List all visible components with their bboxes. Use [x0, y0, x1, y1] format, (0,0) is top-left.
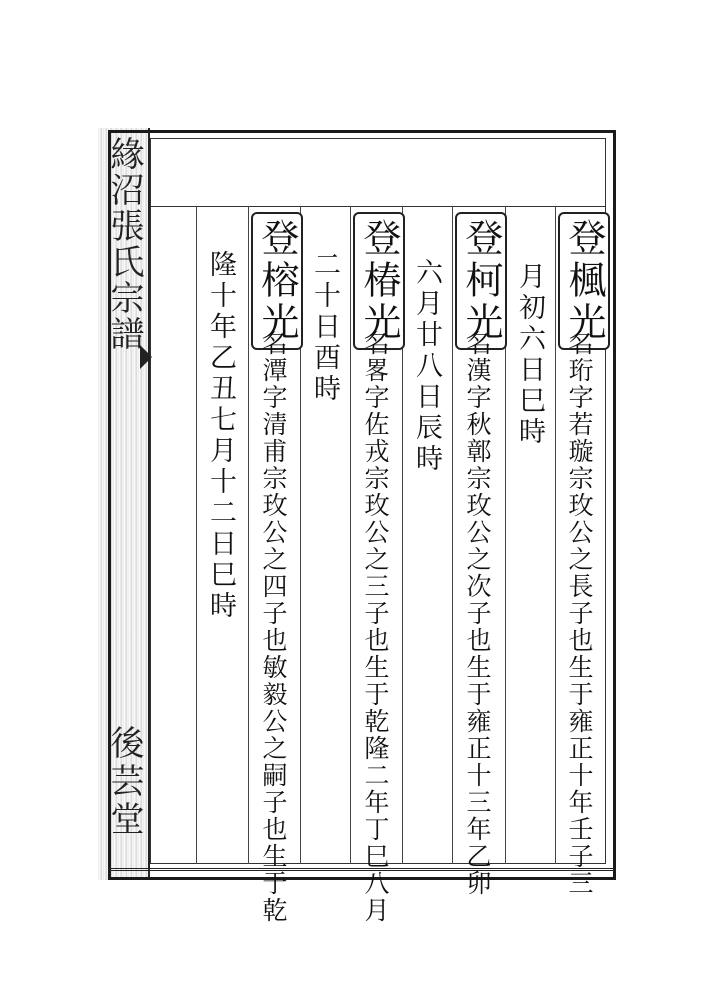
entry-name-box: 登椿光 [353, 212, 405, 350]
spine-title: 緣沼張氏宗譜 [104, 136, 144, 352]
entry-text-line: 月初六日巳時 [514, 262, 545, 448]
column-divider [555, 206, 556, 864]
entry-name-box: 登榕光 [251, 212, 303, 350]
column-divider [350, 206, 351, 864]
entry-text-line: 名漢字秋鄣宗玫公之次子也生于雍正十三年乙卯 [463, 330, 492, 897]
spine-hall-name: 後芸堂 [104, 725, 144, 839]
entry-text-line: 名潭字清甫宗玫公之四子也敏毅公之嗣子也生于乾 [259, 330, 288, 924]
entry-name-box: 登柯光 [455, 212, 507, 350]
entry-name-box: 登楓光 [558, 212, 610, 350]
entry-text-line: 名畧字佐戎宗玫公之三子也生于乾隆二年丁巳八月 [361, 330, 390, 924]
column-divider [196, 206, 197, 864]
column-divider [452, 206, 453, 864]
entry-text-line: 六月廿八日辰時 [411, 258, 442, 475]
column-divider [248, 206, 249, 864]
header-rule [150, 206, 606, 207]
entry-text-line: 二十日酉時 [309, 250, 340, 405]
entry-text-line: 隆十年乙丑七月十二日巳時 [205, 250, 236, 622]
entry-text-line: 名珩字若璇宗玫公之長子也生于雍正十年壬子三 [565, 330, 594, 897]
